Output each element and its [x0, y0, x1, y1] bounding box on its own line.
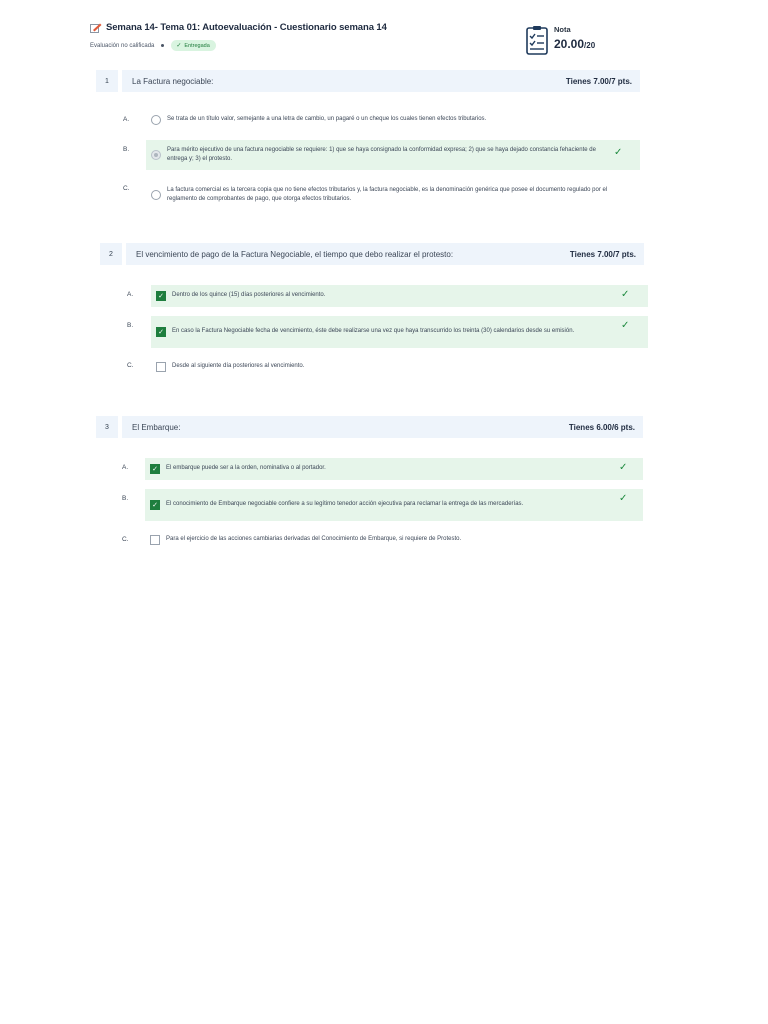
question-bar — [122, 416, 643, 438]
option-letter: A. — [127, 291, 134, 298]
question-score: Tienes 6.00/6 pts. — [568, 422, 635, 432]
correct-check-icon: ✓ — [621, 320, 630, 331]
checklist-icon — [526, 25, 548, 60]
option-text: La factura comercial es la tercera copia que no tiene efectos tributarios y, la factura negociable, es la denominación genérica que posee el documento regulado por el reglamento de comprobantes de pago, que otorga efectos tributarios. — [167, 186, 608, 202]
question-number: 3 — [96, 416, 118, 438]
checkbox[interactable] — [150, 535, 160, 545]
option-text: El conocimiento de Embarque negociable confiere a su legítimo tenedor acción ejecutiva para reclamar la entrega de las mercaderías. — [166, 501, 524, 508]
option-a[interactable] — [146, 112, 640, 128]
question-score: Tienes 7.00/7 pts. — [569, 249, 636, 259]
score-value: 20.00/20 — [554, 37, 596, 51]
question-header — [100, 243, 122, 265]
correct-check-icon: ✓ — [619, 462, 628, 473]
separator-dot — [161, 44, 164, 47]
question-text: El vencimiento de pago de la Factura Negociable, el tiempo que debo realizar el protesto: — [136, 249, 454, 259]
option-text: Para mérito ejecutivo de una factura negociable se requiere: 1) que se haya consignado la conformidad expresa; 2) que se haya dejado constancia fehaciente de entrega y; 3) el protesto. — [167, 146, 596, 162]
question-text: La Factura negociable: — [132, 76, 214, 86]
check-icon: ✓ — [176, 43, 182, 49]
option-text: Para el ejercicio de las acciones cambiarias derivadas del Conocimiento de Embarque, si requiere de Protesto. — [166, 536, 462, 543]
option-b[interactable] — [145, 489, 643, 521]
score-box — [526, 23, 636, 57]
radio-button-selected[interactable] — [151, 150, 161, 160]
meta-row — [90, 40, 216, 51]
checkbox-checked[interactable]: ✓ — [156, 291, 166, 301]
question-text: El Embarque: — [132, 422, 181, 432]
radio-button[interactable] — [151, 115, 161, 125]
option-text: Desde al siguiente día posteriores al vencimiento. — [172, 363, 305, 370]
option-letter: B. — [123, 146, 130, 153]
question-score: Tienes 7.00/7 pts. — [565, 76, 632, 86]
quiz-title: Semana 14- Tema 01: Autoevaluación - Cuestionario semana 14 — [106, 22, 387, 33]
status-badge — [171, 40, 215, 51]
checkbox-checked[interactable]: ✓ — [150, 464, 160, 474]
option-text: Dentro de los quince (15) días posteriores al vencimiento. — [172, 292, 326, 299]
badge-label: Entregada — [184, 42, 210, 49]
option-letter: A. — [122, 464, 129, 471]
question-bar — [122, 70, 640, 92]
option-text: Se trata de un título valor, semejante a una letra de cambio, un pagaré o un cheque los cuales tienen efectos tributarios. — [167, 116, 487, 123]
option-letter: C. — [123, 185, 130, 192]
option-letter: A. — [123, 116, 130, 123]
option-c[interactable] — [146, 183, 640, 207]
title-row — [90, 22, 387, 33]
checkbox-checked[interactable]: ✓ — [156, 327, 166, 337]
option-c[interactable] — [145, 532, 643, 548]
option-letter: B. — [127, 322, 134, 329]
option-text: En caso la Factura Negociable fecha de vencimiento, éste debe realizarse una vez que haya transcurrido los treinta (30) calendarios desde su emisión. — [172, 328, 575, 335]
checkbox[interactable] — [156, 362, 166, 372]
correct-check-icon: ✓ — [614, 147, 623, 158]
question-number: 2 — [100, 243, 122, 265]
option-letter: C. — [122, 536, 129, 543]
question-number: 1 — [96, 70, 118, 92]
option-b[interactable] — [146, 140, 640, 170]
checkbox-checked[interactable]: ✓ — [150, 500, 160, 510]
edit-note-icon — [90, 23, 102, 33]
question-bar — [126, 243, 644, 265]
evaluation-status: Evaluación no calificada — [90, 42, 155, 49]
option-b[interactable] — [151, 316, 648, 348]
question-header — [96, 416, 118, 438]
option-letter: C. — [127, 362, 134, 369]
radio-button[interactable] — [151, 190, 161, 200]
option-a[interactable] — [151, 285, 648, 307]
score-label: Nota — [554, 25, 571, 34]
correct-check-icon: ✓ — [621, 289, 630, 300]
option-a[interactable] — [145, 458, 643, 480]
option-text: El embarque puede ser a la orden, nominativa o al portador. — [166, 465, 326, 472]
question-header — [96, 70, 118, 92]
option-c[interactable] — [151, 359, 648, 375]
option-letter: B. — [122, 495, 129, 502]
correct-check-icon: ✓ — [619, 493, 628, 504]
